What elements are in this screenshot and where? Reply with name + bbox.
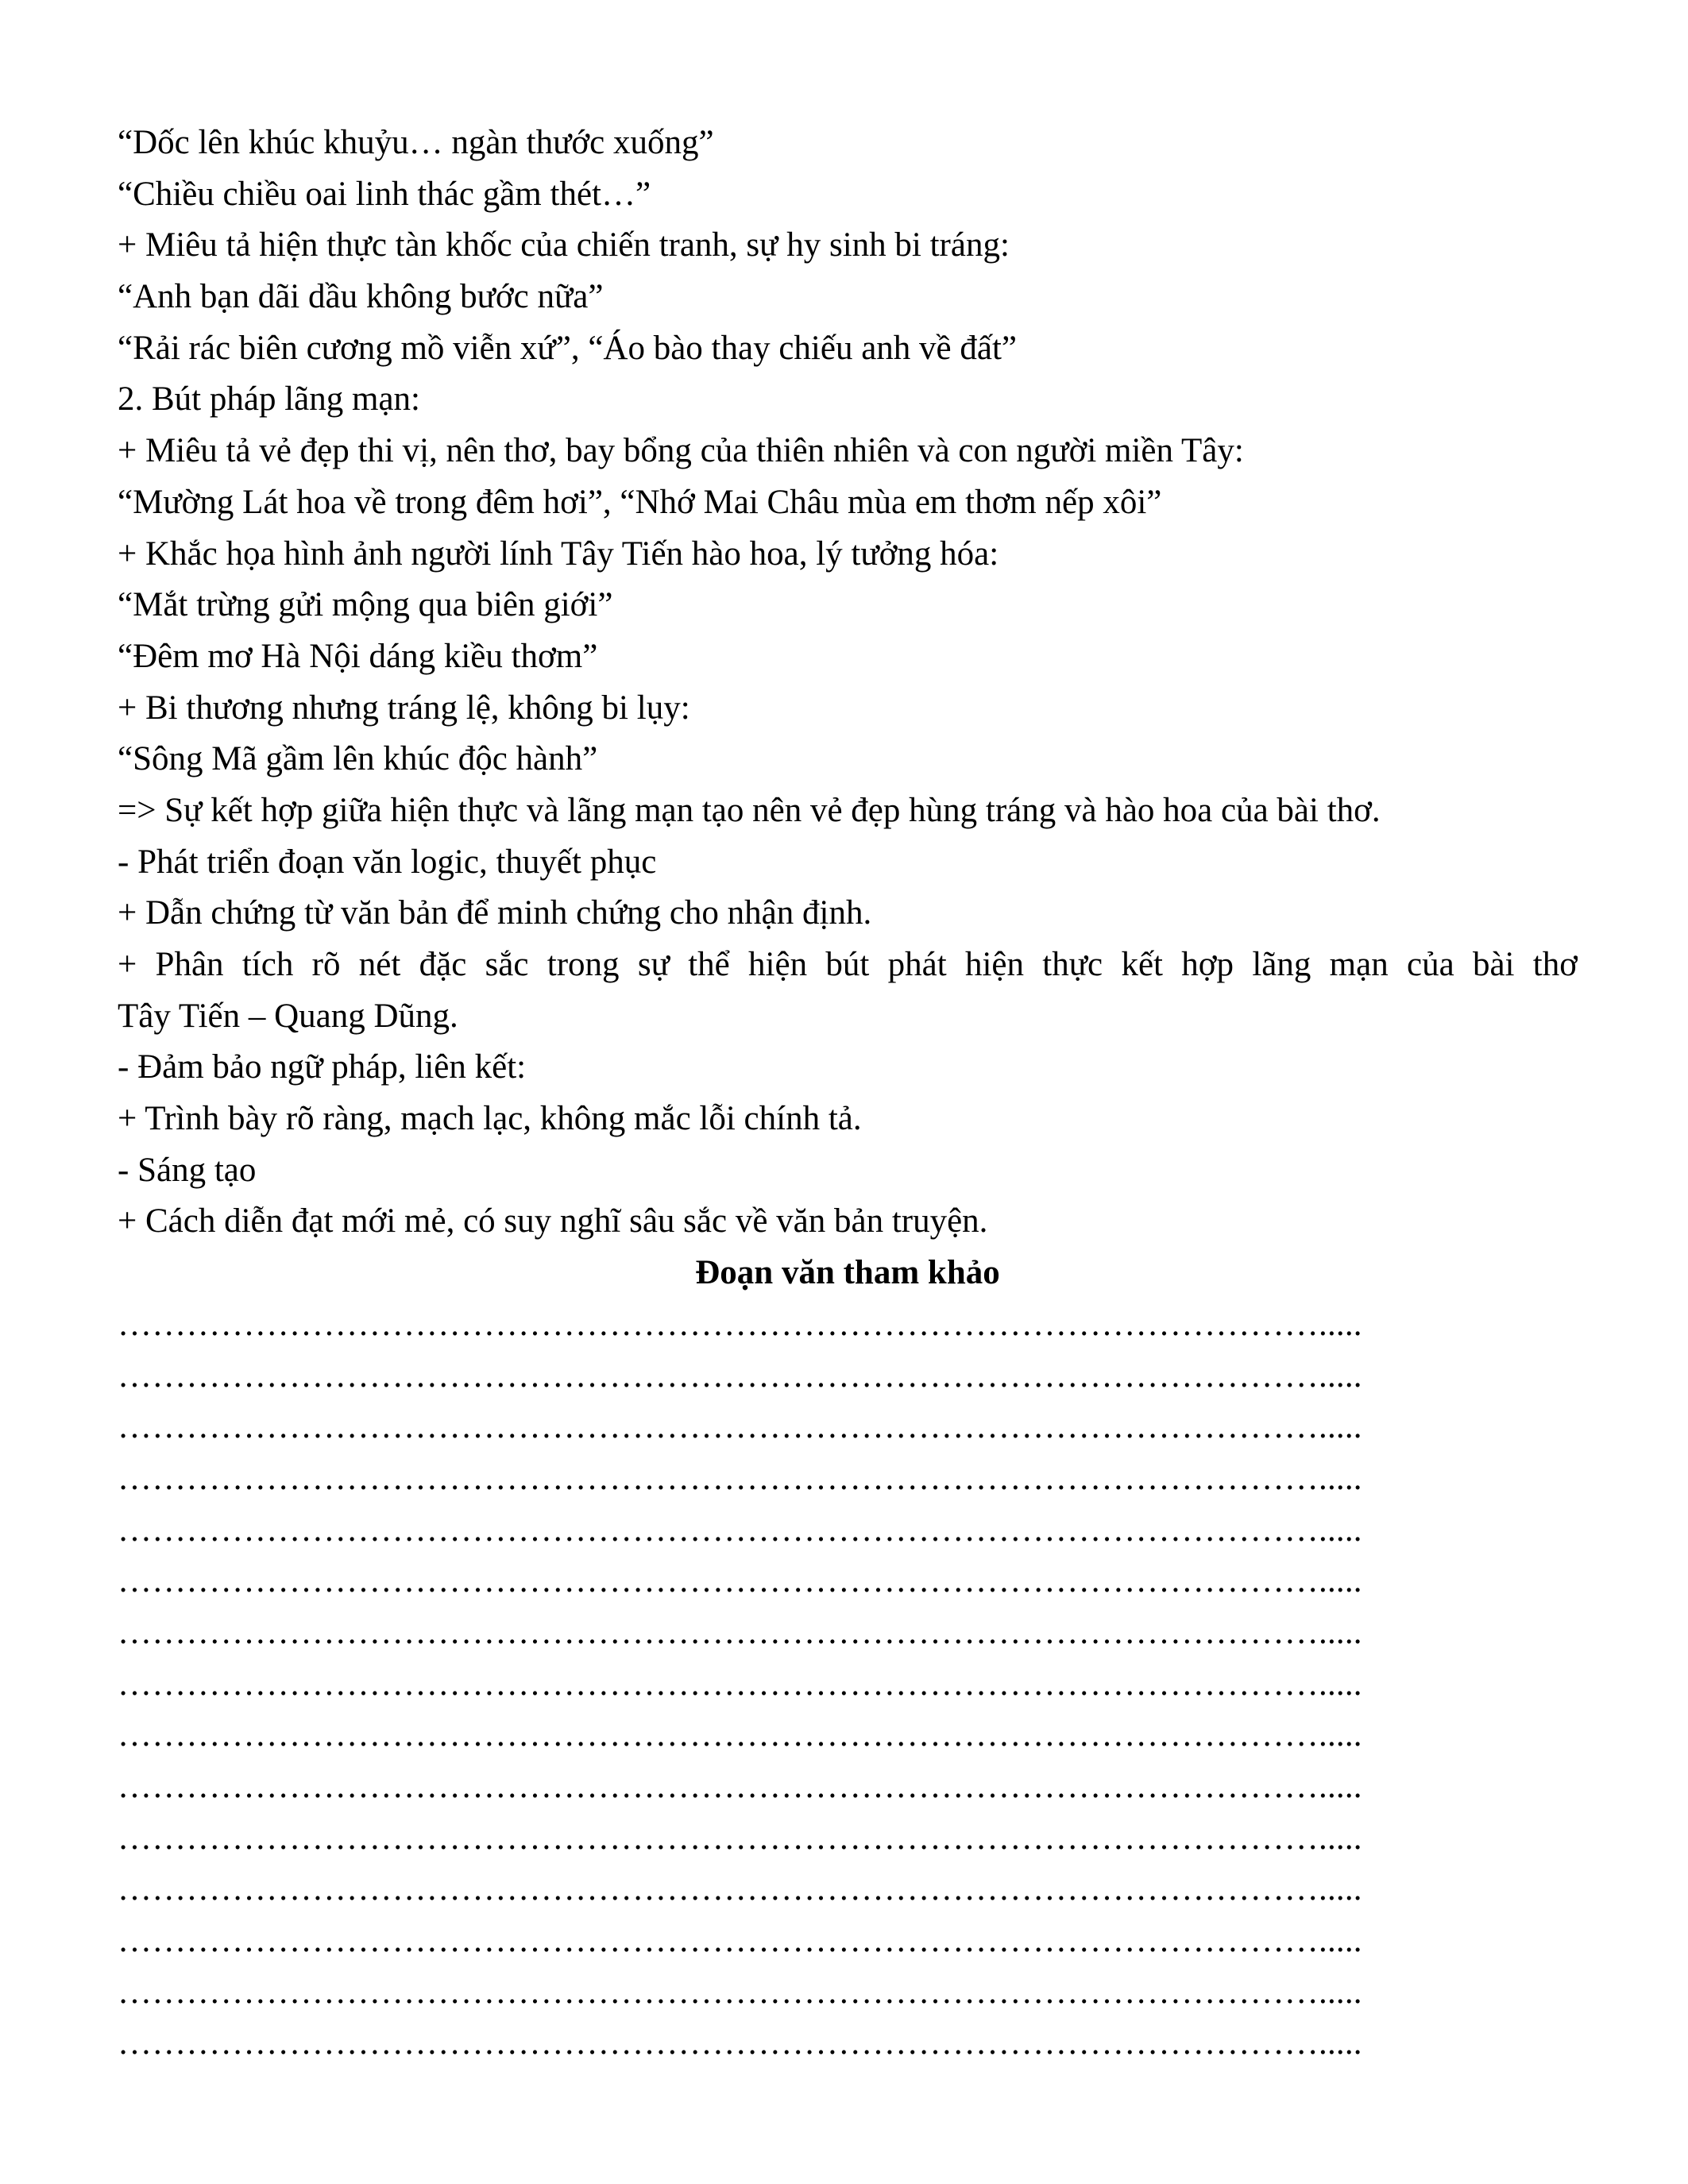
text-line-11: “Đêm mơ Hà Nội dáng kiều thơm” [118, 637, 598, 675]
text-line-15: - Phát triển đoạn văn logic, thuyết phục [118, 843, 657, 881]
dotted-writing-line: ……………………………………………………………………………………………..... [118, 1305, 1362, 1343]
text-line-2: “Chiều chiều oai linh thác gầm thét…” [118, 175, 651, 213]
text-line-5: “Rải rác biên cương mồ viễn xứ”, “Áo bào thay chiếu anh về đất” [118, 329, 1017, 367]
dotted-writing-line: ……………………………………………………………………………………………..... [118, 1870, 1362, 1908]
text-line-21: - Sáng tạo [118, 1151, 257, 1189]
text-line-6: 2. Bút pháp lãng mạn: [118, 380, 420, 419]
dotted-writing-line: ……………………………………………………………………………………………..... [118, 1768, 1362, 1805]
text-line-9: + Khắc họa hình ảnh người lính Tây Tiến hào hoa, lý tưởng hóa: [118, 534, 999, 573]
dotted-writing-line: ……………………………………………………………………………………………..... [118, 1922, 1362, 1960]
text-line-12: + Bi thương nhưng tráng lệ, không bi lụy: [118, 689, 690, 727]
text-line-7: + Miêu tả vẻ đẹp thi vị, nên thơ, bay bổng của thiên nhiên và con người miền Tây: [118, 432, 1244, 470]
dotted-writing-line: ……………………………………………………………………………………………..... [118, 1665, 1362, 1703]
dotted-writing-line: ……………………………………………………………………………………………..... [118, 1511, 1362, 1549]
text-line-14: => Sự kết hợp giữa hiện thực và lãng mạn tạo nên vẻ đẹp hùng tráng và hào hoa của bài thơ. [118, 791, 1381, 829]
text-line-16: + Dẫn chứng từ văn bản để minh chứng cho nhận định. [118, 894, 872, 932]
text-line-17: + Phân tích rõ nét đặc sắc trong sự thể hiện bút phát hiện thực kết hợp lãng mạn của bài thơ [118, 946, 1578, 983]
dotted-writing-line: ……………………………………………………………………………………………..... [118, 1562, 1362, 1600]
dotted-writing-line: ……………………………………………………………………………………………..... [118, 2024, 1362, 2062]
text-line-8: “Mường Lát hoa về trong đêm hơi”, “Nhớ Mai Châu mùa em thơm nếp xôi” [118, 483, 1162, 521]
text-line-22: + Cách diễn đạt mới mẻ, có suy nghĩ sâu sắc về văn bản truyện. [118, 1202, 988, 1241]
dotted-writing-line: ……………………………………………………………………………………………..... [118, 1819, 1362, 1857]
dotted-writing-line: ……………………………………………………………………………………………..... [118, 1973, 1362, 2011]
text-line-10: “Mắt trừng gửi mộng qua biên giới” [118, 586, 613, 624]
dotted-writing-line: ……………………………………………………………………………………………..... [118, 1356, 1362, 1395]
dotted-writing-line: ……………………………………………………………………………………………..... [118, 1716, 1362, 1754]
text-line-3: + Miêu tả hiện thực tàn khốc của chiến tranh, sự hy sinh bi tráng: [118, 226, 1010, 264]
text-line-20: + Trình bày rõ ràng, mạch lạc, không mắc lỗi chính tả. [118, 1100, 862, 1138]
writing-area [118, 1299, 1578, 2070]
dotted-writing-line: ……………………………………………………………………………………………..... [118, 1613, 1362, 1651]
text-line-18: Tây Tiến – Quang Dũng. [118, 997, 458, 1035]
dotted-writing-line: ……………………………………………………………………………………………..... [118, 1408, 1362, 1446]
dotted-writing-line: ……………………………………………………………………………………………..... [118, 1459, 1362, 1497]
text-line-19: - Đảm bảo ngữ pháp, liên kết: [118, 1048, 527, 1086]
text-line-4: “Anh bạn dãi dầu không bước nữa” [118, 278, 604, 316]
document-page [118, 118, 1578, 2070]
text-line-13: “Sông Mã gầm lên khúc độc hành” [118, 740, 598, 778]
section-heading: Đoạn văn tham khảo [695, 1254, 1000, 1292]
text-line-1: “Dốc lên khúc khuỷu… ngàn thước xuống” [118, 124, 714, 161]
